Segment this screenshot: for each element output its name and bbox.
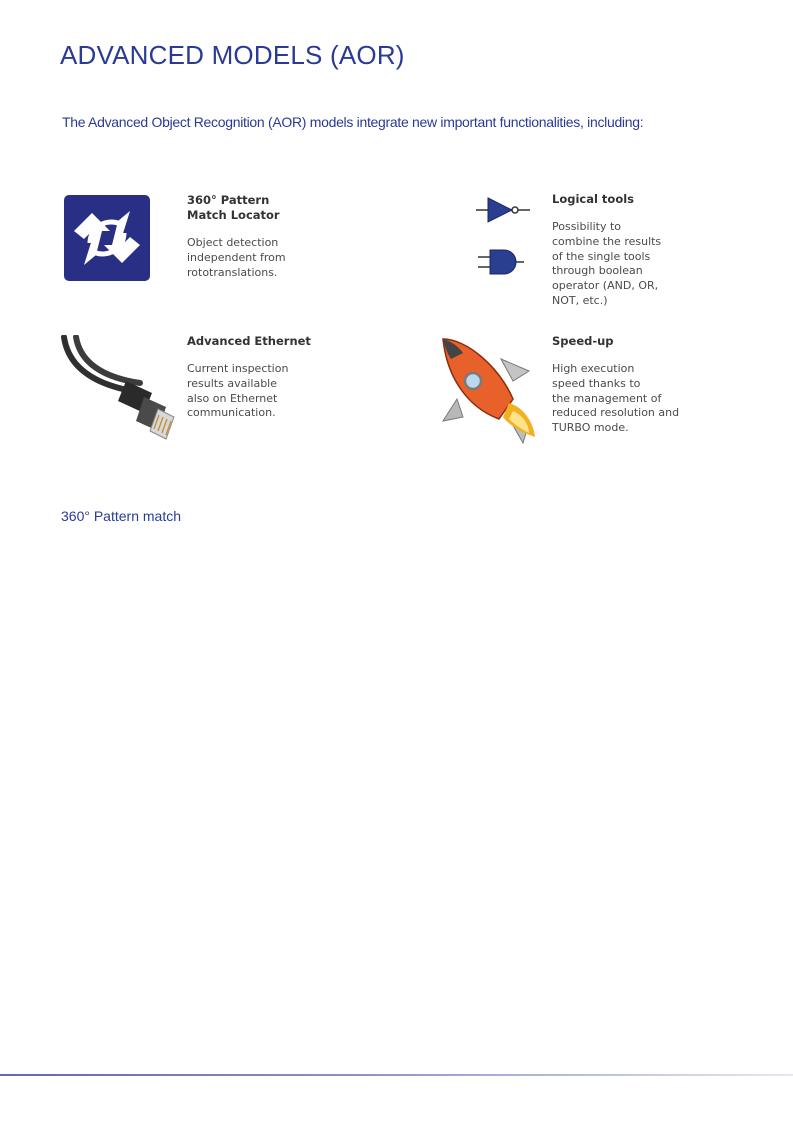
section-heading: 360° Pattern match (61, 508, 181, 524)
feature-logical-desc-line: of the single tools (552, 249, 651, 263)
feature-speed-desc-line: TURBO mode. (552, 421, 629, 435)
feature-speed-desc-line: High execution (552, 362, 635, 375)
feature-speed-desc-line: reduced resolution and (552, 406, 680, 420)
feature-pattern-title-line1: 360° Pattern (187, 193, 270, 207)
rotation-arrows-icon (62, 193, 152, 283)
feature-pattern-desc-line: Object detection (187, 236, 279, 249)
feature-ethernet-desc-line: results available (187, 376, 277, 390)
page-title: ADVANCED MODELS (AOR) (60, 40, 405, 70)
feature-logical-desc-line: combine the results (552, 234, 662, 248)
feature-speed-title: Speed-up (552, 334, 614, 348)
and-gate-icon (476, 248, 526, 276)
feature-pattern-desc-line: independent from (187, 250, 286, 264)
feature-logical-desc-line: NOT, etc.) (552, 293, 608, 307)
footer-divider (0, 1074, 793, 1076)
intro-text: The Advanced Object Recognition (AOR) models integrate new important functionalities, including: (62, 114, 644, 130)
feature-pattern-desc-line: rototranslations. (187, 265, 278, 279)
feature-logical-tools (552, 192, 722, 309)
feature-speed-desc-line: the management of (552, 391, 662, 405)
not-gate-icon (476, 196, 530, 224)
feature-speed-up (552, 334, 732, 436)
rocket-icon (437, 337, 543, 447)
feature-ethernet-desc-line: also on Ethernet (187, 391, 278, 405)
feature-advanced-ethernet (187, 334, 357, 421)
feature-pattern-title-line2: Match Locator (187, 208, 280, 222)
feature-logical-desc-line: through boolean (552, 264, 643, 278)
feature-ethernet-desc-line: Current inspection (187, 362, 289, 375)
feature-logical-desc-line: operator (AND, OR, (552, 279, 659, 293)
ethernet-cable-icon (60, 335, 178, 443)
feature-ethernet-desc-line: communication. (187, 406, 276, 420)
feature-logical-desc-line: Possibility to (552, 220, 622, 233)
feature-speed-desc-line: speed thanks to (552, 376, 641, 390)
feature-ethernet-title: Advanced Ethernet (187, 334, 311, 348)
feature-logical-title: Logical tools (552, 192, 635, 206)
feature-pattern-match (187, 193, 357, 280)
